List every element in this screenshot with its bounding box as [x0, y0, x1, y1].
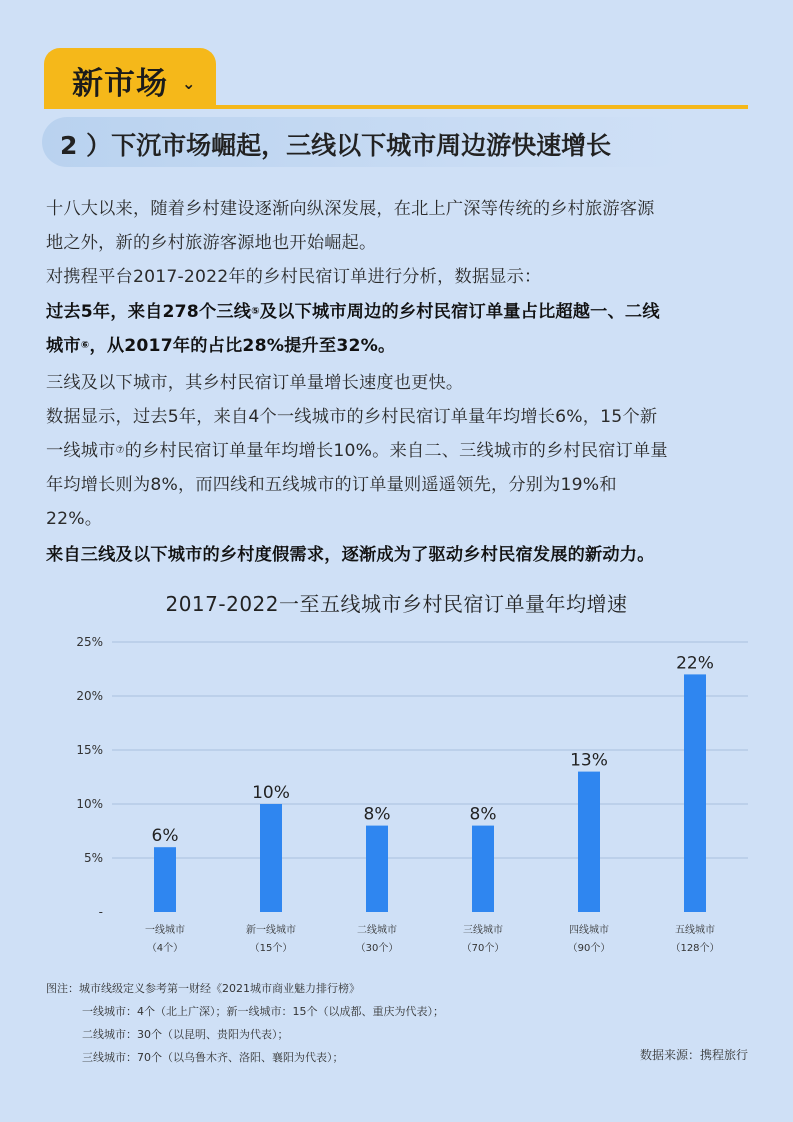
data-label: 22%: [676, 653, 714, 674]
paragraph-text: 一线城市: [46, 441, 116, 461]
bar: [154, 847, 176, 912]
paragraph-line: 十八大以来，随着乡村建设逐渐向纵深发展，在北上广深等传统的乡村旅游客源: [46, 199, 655, 219]
note-line: 二线城市：30个（以昆明、贵阳为代表）；: [82, 1028, 289, 1041]
highlight-line: [46, 295, 660, 329]
x-tick-count: （4个）: [146, 943, 184, 954]
chevron-down-icon: ⌄: [182, 74, 196, 93]
bar: [684, 674, 706, 912]
x-tick-label: 五线城市: [675, 925, 715, 936]
x-tick-label: 三线城市: [463, 925, 503, 936]
footnote-marker: ⑥: [80, 340, 90, 351]
y-tick-label: 25%: [76, 635, 103, 649]
chart-notes: [46, 977, 444, 1069]
header-divider: [44, 105, 748, 109]
paragraph-text: 的乡村民宿订单量年均增长10%。来自二、三线城市的乡村民宿订单量: [124, 441, 668, 461]
x-tick-count: （30个）: [355, 943, 399, 954]
paragraph-line: 年均增长则为8%，而四线和五线城市的订单量则遥遥领先，分别为19%和: [46, 475, 617, 495]
data-label: 13%: [570, 750, 608, 771]
paragraph-line: 22%。: [46, 509, 103, 529]
footnote-marker: ⑤: [251, 306, 260, 317]
data-source: 数据来源：携程旅行: [639, 1048, 748, 1062]
highlight-text: 城市: [46, 336, 81, 356]
y-tick-label: 10%: [76, 797, 103, 811]
data-label: 10%: [252, 783, 290, 803]
paragraph-line: 三线及以下城市，其乡村民宿订单量增长速度也更快。: [46, 373, 464, 393]
bar-chart: [0, 620, 793, 960]
bar: [260, 804, 282, 912]
note-line: 图注：城市线级定义参考第一财经《2021城市商业魅力排行榜》: [46, 982, 360, 995]
highlight-line: [46, 329, 395, 363]
highlight-text: 及以下城市周边的乡村民宿订单量占比超越一、二线: [259, 302, 660, 322]
highlight-text: ，从2017年的占比28%提升至32%。: [89, 336, 396, 356]
chart-title: 2017-2022一至五线城市乡村民宿订单量年均增速: [165, 592, 628, 616]
y-tick-label: 5%: [83, 851, 103, 865]
section-tag-label: 新市场: [72, 66, 168, 102]
bar: [366, 826, 388, 912]
x-tick-label: 新一线城市: [246, 925, 296, 936]
highlight-text: 过去5年，来自278个三线: [46, 302, 252, 322]
conclusion-line: 来自三线及以下城市的乡村度假需求，逐渐成为了驱动乡村民宿发展的新动力。: [46, 545, 655, 565]
bar: [472, 826, 494, 912]
x-tick-label: 一线城市: [145, 925, 185, 936]
bar: [578, 772, 600, 912]
y-tick-label: -: [98, 905, 103, 919]
footnote-marker: ⑦: [115, 445, 125, 456]
x-tick-count: （70个）: [461, 943, 505, 954]
x-tick-label: 四线城市: [569, 925, 609, 936]
section-tag: [44, 48, 216, 106]
note-line: 一线城市：4个（北上广深）；新一线城市：15个（以成都、重庆为代表）；: [82, 1005, 444, 1018]
x-tick-count: （15个）: [249, 943, 293, 954]
subtitle-banner: [42, 117, 682, 167]
y-tick-label: 15%: [76, 743, 103, 757]
data-label: 6%: [151, 826, 179, 847]
subtitle-text: 2 ）下沉市场崛起，三线以下城市周边游快速增长: [60, 131, 612, 160]
note-line: 三线城市：70个（以乌鲁木齐、洛阳、襄阳为代表）；: [82, 1051, 344, 1064]
y-tick-label: 20%: [76, 689, 103, 703]
x-tick-count: （128个）: [670, 943, 720, 954]
data-label: 8%: [363, 804, 391, 825]
paragraph-line: 地之外，新的乡村旅游客源地也开始崛起。: [46, 233, 377, 253]
x-tick-count: （90个）: [567, 943, 611, 954]
x-tick-label: 二线城市: [357, 925, 397, 936]
data-label: 8%: [469, 804, 497, 825]
paragraph-line: 数据显示，过去5年，来自4个一线城市的乡村民宿订单量年均增长6%，15个新: [46, 407, 658, 427]
paragraph-line: 对携程平台2017-2022年的乡村民宿订单进行分析，数据显示：: [46, 267, 542, 287]
paragraph-line: [46, 434, 668, 468]
